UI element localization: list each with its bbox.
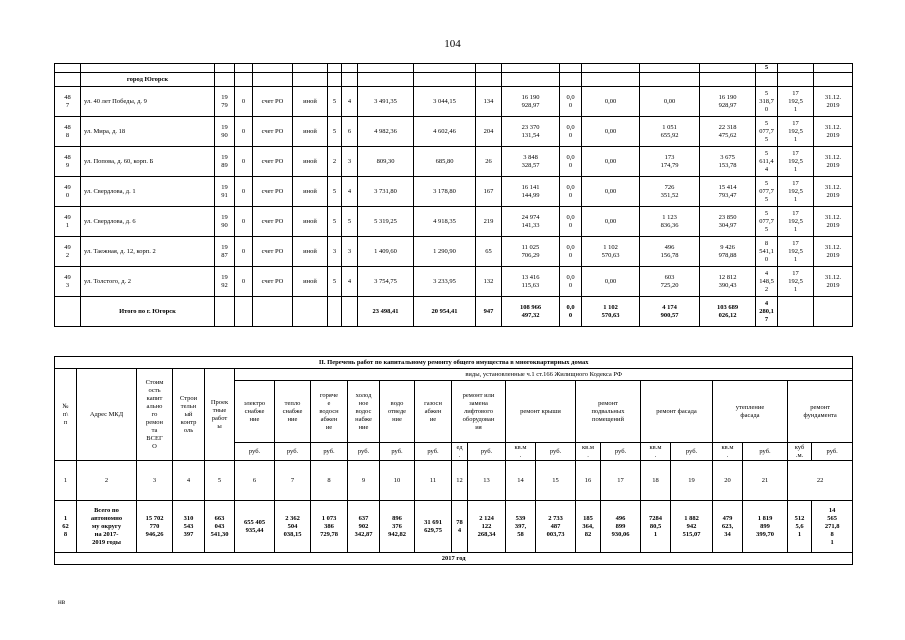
column-number: 5	[205, 461, 235, 501]
table-cell: 726 351,52	[640, 177, 700, 207]
table-cell: 167	[476, 177, 502, 207]
table-cell: 2	[328, 147, 342, 177]
unit-cell: руб.	[743, 443, 788, 461]
unit-cell: кв.м .	[576, 443, 601, 461]
total-cell: 31 691 629,75	[415, 501, 452, 553]
total-cell: 655 405 935,44	[235, 501, 275, 553]
table-cell: 5	[328, 177, 342, 207]
header-lift: ремонт или замена лифтового оборудован ия	[452, 381, 506, 443]
table-cell: 4 602,46	[414, 117, 476, 147]
table-cell: счет РО	[253, 117, 293, 147]
houses-table	[54, 63, 853, 327]
column-number: 16	[576, 461, 601, 501]
total-cell: 15 702 770 946,26	[137, 501, 173, 553]
table-cell: 65	[476, 237, 502, 267]
city-total-row	[55, 297, 853, 327]
city-heading: город Югорск	[81, 73, 215, 87]
table-cell: 5	[342, 207, 358, 237]
house-address: ул. Попова, д. 60, корп. Б	[81, 147, 215, 177]
table-cell: 809,30	[358, 147, 414, 177]
total-cell: 1 62 8	[55, 501, 77, 553]
unit-cell: ед .	[452, 443, 468, 461]
house-row	[55, 147, 853, 177]
header-work-types: виды, установленные ч.1 ст.166 Жилищного Кодекса РФ	[235, 369, 853, 381]
table-cell: иной	[293, 147, 328, 177]
total-cell: 4 280,1 7	[756, 297, 778, 327]
total-cell: 108 966 497,32	[502, 297, 560, 327]
table-cell: 23 370 131,54	[502, 117, 560, 147]
empty-cell	[778, 297, 814, 327]
column-number: 1	[55, 461, 77, 501]
table-cell: 22 318 475,62	[700, 117, 756, 147]
total-cell: 1 102 570,63	[582, 297, 640, 327]
house-address: ул. Мира, д. 18	[81, 117, 215, 147]
table-cell: иной	[293, 207, 328, 237]
unit-cell: руб.	[536, 443, 576, 461]
unit-cell: кв.м .	[713, 443, 743, 461]
total-cell: 637 902 342,87	[348, 501, 380, 553]
column-number: 9	[348, 461, 380, 501]
table-cell: 5	[328, 207, 342, 237]
table-cell: 19 89	[215, 147, 235, 177]
table-cell: 4 148,5 2	[756, 267, 778, 297]
table-cell: 49 1	[55, 207, 81, 237]
header-design: Проек тные работ ы	[205, 369, 235, 461]
column-number: 22	[788, 461, 853, 501]
table-cell: иной	[293, 177, 328, 207]
table-cell: 12 812 390,43	[700, 267, 756, 297]
table-cell: 17 192,5 1	[778, 117, 814, 147]
table-cell: 23 850 304,97	[700, 207, 756, 237]
total-cell: 185 364, 82	[576, 501, 601, 553]
table-cell: 11 025 706,29	[502, 237, 560, 267]
table-cell: 3	[328, 237, 342, 267]
table-cell: 3	[342, 237, 358, 267]
unit-cell: руб.	[671, 443, 713, 461]
table-cell: 3 178,80	[414, 177, 476, 207]
total-cell: 23 498,41	[358, 297, 414, 327]
column-number: 18	[641, 461, 671, 501]
unit-cell: кв.м .	[641, 443, 671, 461]
empty-cell	[55, 297, 81, 327]
house-row	[55, 177, 853, 207]
table-cell: 1 123 836,36	[640, 207, 700, 237]
total-cell: 310 543 397	[173, 501, 205, 553]
table-cell: 5	[328, 117, 342, 147]
column-number: 15	[536, 461, 576, 501]
house-address: ул. 40 лет Победы, д. 9	[81, 87, 215, 117]
total-cell: 539 397, 58	[506, 501, 536, 553]
table-cell: 31.12. 2019	[814, 237, 853, 267]
year-heading: 2017 год	[55, 553, 853, 565]
table-cell: иной	[293, 117, 328, 147]
table-cell: 26	[476, 147, 502, 177]
table-cell: иной	[293, 267, 328, 297]
table-cell: иной	[293, 87, 328, 117]
header-control: Строи тельн ый контр оль	[173, 369, 205, 461]
table-cell: 5 077,7 5	[756, 207, 778, 237]
header-address: Адрес МКД	[77, 369, 137, 461]
table-cell: счет РО	[253, 267, 293, 297]
column-number: 12	[452, 461, 468, 501]
table-cell: счет РО	[253, 147, 293, 177]
column-number: 21	[743, 461, 788, 501]
column-number: 10	[380, 461, 415, 501]
table-cell: счет РО	[253, 177, 293, 207]
empty-cell	[342, 297, 358, 327]
total-label: Всего по автономно му округу на 2017- 2019 годы	[77, 501, 137, 553]
column-number: 17	[601, 461, 641, 501]
unit-cell: руб.	[348, 443, 380, 461]
total-cell: 663 043 541,30	[205, 501, 235, 553]
unit-cell: руб.	[468, 443, 506, 461]
house-row	[55, 87, 853, 117]
total-cell: 20 954,41	[414, 297, 476, 327]
section-title: II. Перечень работ по капитальному ремонту общего имущества в многоквартирных домах	[55, 357, 853, 369]
table-cell: 24 974 141,33	[502, 207, 560, 237]
table-cell: 5 077,7 5	[756, 117, 778, 147]
table-cell: 9 426 978,88	[700, 237, 756, 267]
header-foundation: ремонт фундамента	[788, 381, 853, 443]
house-row	[55, 117, 853, 147]
table-cell: 13 416 115,63	[502, 267, 560, 297]
table-cell: 19 92	[215, 267, 235, 297]
total-label: Итого по г. Югорск	[81, 297, 215, 327]
table-cell: 31.12. 2019	[814, 117, 853, 147]
total-cell: 7284 80,5 1	[641, 501, 671, 553]
table-cell: счет РО	[253, 87, 293, 117]
table-cell: 603 725,20	[640, 267, 700, 297]
table-cell: 5	[328, 267, 342, 297]
header-roof: ремонт крыши	[506, 381, 576, 443]
table-cell: иной	[293, 237, 328, 267]
table-cell: 16 141 144,99	[502, 177, 560, 207]
table-cell: 15 414 793,47	[700, 177, 756, 207]
table-cell: 685,80	[414, 147, 476, 177]
table-cell: 204	[476, 117, 502, 147]
table-cell: 4 982,36	[358, 117, 414, 147]
unit-cell: руб.	[601, 443, 641, 461]
table-cell: 0	[235, 237, 253, 267]
header-facade: ремонт фасада	[641, 381, 713, 443]
table-cell: 0	[235, 177, 253, 207]
table-cell: 0,00	[582, 147, 640, 177]
table-cell: 496 156,78	[640, 237, 700, 267]
total-cell: 4 174 900,57	[640, 297, 700, 327]
cell-top-right: 5	[756, 64, 778, 73]
table-cell: 6	[342, 117, 358, 147]
table-cell: 31.12. 2019	[814, 267, 853, 297]
table-cell: 3 754,75	[358, 267, 414, 297]
table-cell: 5 318,7 0	[756, 87, 778, 117]
column-number: 20	[713, 461, 743, 501]
total-cell: 103 689 026,12	[700, 297, 756, 327]
column-number: 6	[235, 461, 275, 501]
table-cell: 4	[342, 87, 358, 117]
column-number: 13	[468, 461, 506, 501]
total-cell: 1 882 942 515,07	[671, 501, 713, 553]
table-cell: 0	[235, 147, 253, 177]
header-basement: ремонт подвальных помещений	[576, 381, 641, 443]
total-cell: 78 4	[452, 501, 468, 553]
table-cell: 19 90	[215, 207, 235, 237]
total-cell: 2 124 122 268,34	[468, 501, 506, 553]
table-cell: 19 91	[215, 177, 235, 207]
column-number: 4	[173, 461, 205, 501]
header-insulation: утепление фасада	[713, 381, 788, 443]
table-cell: 48 8	[55, 117, 81, 147]
table-cell: 132	[476, 267, 502, 297]
table-cell: 0,0 0	[560, 87, 582, 117]
house-address: ул. Толстого, д. 2	[81, 267, 215, 297]
house-row	[55, 207, 853, 237]
header-number: № п\ п	[55, 369, 77, 461]
table-cell: 3 491,35	[358, 87, 414, 117]
table-cell: 4 918,35	[414, 207, 476, 237]
table-cell: 0,0 0	[560, 237, 582, 267]
table-cell: 49 3	[55, 267, 81, 297]
total-cell: 2 362 504 038,15	[275, 501, 311, 553]
total-cell: 1 073 386 729,78	[311, 501, 348, 553]
column-number: 19	[671, 461, 713, 501]
table-cell: 19 90	[215, 117, 235, 147]
header-heat: тепло снабже ние	[275, 381, 311, 443]
table-cell: 1 051 655,92	[640, 117, 700, 147]
table-cell: 0,0 0	[560, 267, 582, 297]
table-cell: 3 675 153,78	[700, 147, 756, 177]
table-cell: 0,00	[640, 87, 700, 117]
table-cell: 8 541,1 0	[756, 237, 778, 267]
table-cell: 0,0 0	[560, 177, 582, 207]
table-cell: 17 192,5 1	[778, 147, 814, 177]
unit-cell: руб.	[812, 443, 853, 461]
house-row	[55, 237, 853, 267]
house-address: ул. Свердлова, д. 6	[81, 207, 215, 237]
table-cell: 1 409,60	[358, 237, 414, 267]
table-cell: 0	[235, 117, 253, 147]
header-cost-total: Стоим ость капит ально го ремон та ВСЕГ О	[137, 369, 173, 461]
table-cell: 4	[342, 267, 358, 297]
table-cell: 16 190 928,97	[502, 87, 560, 117]
table-cell: 0,0 0	[560, 147, 582, 177]
table-cell: счет РО	[253, 207, 293, 237]
column-number: 2	[77, 461, 137, 501]
empty-cell	[293, 297, 328, 327]
table-cell: 0	[235, 87, 253, 117]
header-hot-water: горяче е водосн абжен ие	[311, 381, 348, 443]
table-cell: 3 233,95	[414, 267, 476, 297]
table-cell: 49 2	[55, 237, 81, 267]
total-cell: 896 376 942,82	[380, 501, 415, 553]
unit-cell: куб .м.	[788, 443, 812, 461]
table-cell: 3	[342, 147, 358, 177]
unit-cell: руб.	[311, 443, 348, 461]
table-cell: 5 611,4 4	[756, 147, 778, 177]
empty-cell	[328, 297, 342, 327]
table-cell: 5 319,25	[358, 207, 414, 237]
table-cell: 17 192,5 1	[778, 87, 814, 117]
total-cell: 496 899 930,06	[601, 501, 641, 553]
table-cell: 17 192,5 1	[778, 177, 814, 207]
table-cell: 0	[235, 207, 253, 237]
table-cell: 16 190 928,97	[700, 87, 756, 117]
empty-cell	[253, 297, 293, 327]
table-cell: 19 79	[215, 87, 235, 117]
house-address: ул. Свердлова, д. 1	[81, 177, 215, 207]
table-cell: 19 87	[215, 237, 235, 267]
total-cell: 479 623, 34	[713, 501, 743, 553]
unit-cell: руб.	[415, 443, 452, 461]
table-cell: 0,00	[582, 207, 640, 237]
column-number: 8	[311, 461, 348, 501]
header-gas: газосн абжен ие	[415, 381, 452, 443]
house-row	[55, 267, 853, 297]
table-cell: 219	[476, 207, 502, 237]
table-cell: 173 174,79	[640, 147, 700, 177]
header-cold-water: холод ное водос набже ние	[348, 381, 380, 443]
column-number: 7	[275, 461, 311, 501]
empty-cell	[215, 297, 235, 327]
table-cell: 1 102 570,63	[582, 237, 640, 267]
total-cell: 1 819 899 399,70	[743, 501, 788, 553]
table-cell: 0,0 0	[560, 207, 582, 237]
empty-cell	[235, 297, 253, 327]
table-cell: 5	[328, 87, 342, 117]
table-cell: 3 044,15	[414, 87, 476, 117]
table-cell: 3 731,80	[358, 177, 414, 207]
table-cell: 31.12. 2019	[814, 177, 853, 207]
unit-cell: руб.	[380, 443, 415, 461]
table-cell: 17 192,5 1	[778, 207, 814, 237]
unit-cell: руб.	[275, 443, 311, 461]
table-cell: 0	[235, 267, 253, 297]
header-electric: электро снабже ние	[235, 381, 275, 443]
column-number: 14	[506, 461, 536, 501]
works-table	[54, 356, 853, 565]
table-cell: 0,00	[582, 267, 640, 297]
total-cell: 0,0 0	[560, 297, 582, 327]
house-address: ул. Таежная, д. 12, корп. 2	[81, 237, 215, 267]
page-number: 104	[444, 38, 461, 50]
table-cell: 17 192,5 1	[778, 267, 814, 297]
table-cell: 31.12. 2019	[814, 207, 853, 237]
table-cell: 3 848 328,57	[502, 147, 560, 177]
table-cell: 48 9	[55, 147, 81, 177]
total-cell: 512 5,6 1	[788, 501, 812, 553]
total-cell: 14 565 271,8 8 1	[812, 501, 853, 553]
table-cell: 0,00	[582, 177, 640, 207]
column-number: 11	[415, 461, 452, 501]
table-cell: 0,00	[582, 117, 640, 147]
table-cell: 0,00	[582, 87, 640, 117]
total-cell: 947	[476, 297, 502, 327]
empty-cell	[814, 297, 853, 327]
table-cell: 5 077,7 5	[756, 177, 778, 207]
column-number: 3	[137, 461, 173, 501]
footer-mark: нв	[58, 598, 66, 606]
unit-cell: кв.м .	[506, 443, 536, 461]
unit-cell: руб.	[235, 443, 275, 461]
table-cell: 4	[342, 177, 358, 207]
table-cell: 17 192,5 1	[778, 237, 814, 267]
header-drainage: водо отведе ние	[380, 381, 415, 443]
table-cell: 49 0	[55, 177, 81, 207]
table-cell: 0,0 0	[560, 117, 582, 147]
total-cell: 2 733 487 003,73	[536, 501, 576, 553]
table-cell: 31.12. 2019	[814, 147, 853, 177]
table-cell: 48 7	[55, 87, 81, 117]
table-cell: счет РО	[253, 237, 293, 267]
table-cell: 1 290,90	[414, 237, 476, 267]
table-cell: 134	[476, 87, 502, 117]
table-cell: 31.12. 2019	[814, 87, 853, 117]
